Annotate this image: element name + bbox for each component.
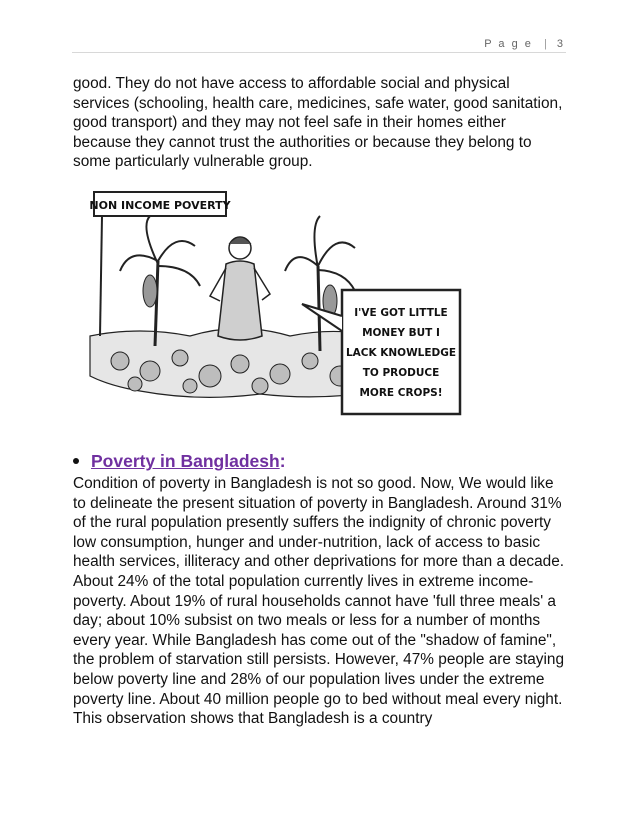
speech-line-5: MORE CROPS! [359,387,443,399]
header-rule [72,52,566,53]
section-heading-text: Poverty in Bangladesh [91,451,280,471]
page-number: 3 [556,38,565,50]
section-heading-colon: : [279,451,286,471]
speech-line-2: MONEY BUT I [362,327,440,339]
intro-paragraph: good. They do not have access to affordable social and physical services (schooling, health care, medicines, safe water, good sanitation, good transport) and they may not feel safe in their homes either because they cannot trust the authorities or because they belong to some particularly vulnerable group. [73,75,563,171]
cartoon-illustration [80,186,464,416]
non-income-poverty-cartoon [80,186,464,416]
page-label: P a g e [484,38,533,50]
main-paragraph: Condition of poverty in Bangladesh is not so good. Now, We would like to delineate the present situation of poverty in Bangladesh. Around 31% of the rural population presently suffers the indignity of chronic poverty low consumption, hunger and under-nutrition, lack of access to basic health services, illiteracy and other deprivations for more than a decade. About 24% of the total population currently lives in extreme income-poverty. About 19% of rural households cannot have 'full three meals' a day; about 10% subsist on two meals or less for a number of months every year. While Bangladesh has come out of the "shadow of famine", the problem of starvation still persists. However, 47% people are staying below poverty line and 28% of our population lives under the extreme poverty line. About 40 million people go to bed without meal every night. This observation shows that Bangladesh is a country [73,475,565,728]
speech-line-1: I'VE GOT LITTLE [354,307,448,319]
speech-line-4: TO PRODUCE [362,367,440,379]
speech-line-3: LACK KNOWLEDGE [345,347,457,359]
section-heading [73,449,567,473]
sign-label: NON INCOME POVERTY [89,199,231,212]
page-header [484,38,565,50]
bullet-icon [73,458,79,464]
page-separator: | [543,38,549,50]
